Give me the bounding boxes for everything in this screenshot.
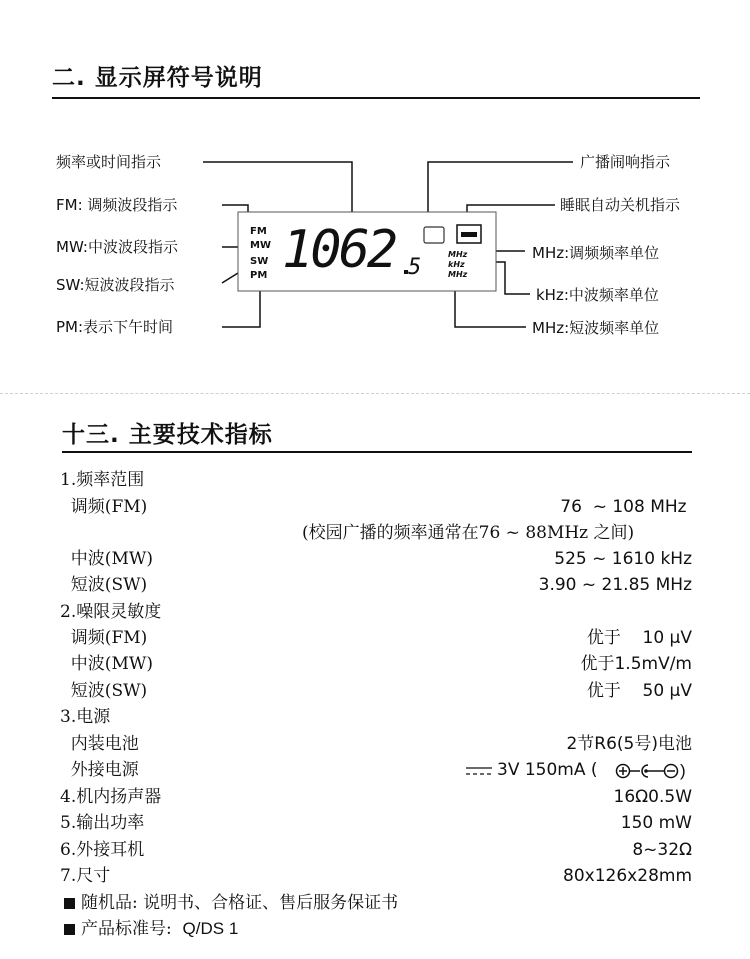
label-mw: MW:中波波段指示 <box>56 238 178 256</box>
lcd-unit-mhz2: MHz <box>448 270 468 279</box>
standard-value: Q/DS 1 <box>182 919 239 938</box>
bullet-square-icon <box>64 924 75 935</box>
spec-value: 16Ω0.5W <box>613 787 692 807</box>
spec-value: 8~32Ω <box>632 840 692 860</box>
spec-label: 1.频率范围 <box>60 470 145 490</box>
lcd-decimal: 5 <box>408 255 422 280</box>
spec-value: 80x126x28mm <box>563 866 692 886</box>
lcd-unit-khz: kHz <box>448 260 465 269</box>
accessories-line <box>64 893 398 913</box>
label-sw: SW:短波波段指示 <box>56 276 175 294</box>
spec-value: 76 ~ 108 MHz <box>560 497 692 517</box>
dc-symbol-icon <box>466 763 492 777</box>
spec-label: 短波(SW) <box>60 681 148 701</box>
spec-label: 内装电池 <box>60 734 139 754</box>
section-title-specs: 十三. 主要技术指标 <box>62 422 273 448</box>
svg-text:): ) <box>680 762 686 780</box>
label-unit-fm: MHz:调频频率单位 <box>532 244 660 262</box>
section-title-display: 二. 显示屏符号说明 <box>52 65 263 91</box>
spec-value: 2节R6(5号)电池 <box>566 734 692 754</box>
section-divider <box>0 393 750 394</box>
spec-label: 调频(FM) <box>60 497 148 517</box>
spec-value: 3V 150mA ( <box>497 760 598 780</box>
spec-label: 调频(FM) <box>60 628 148 648</box>
spec-note: (校园广播的频率通常在76 ~ 88MHz 之间) <box>302 523 635 543</box>
label-pm: PM:表示下午时间 <box>56 318 174 336</box>
label-fm: FM: 调频波段指示 <box>56 196 178 214</box>
label-freq-time: 频率或时间指示 <box>56 153 162 171</box>
lcd-mw: MW <box>250 240 271 251</box>
standard-line <box>64 919 238 939</box>
spec-label: 中波(MW) <box>60 654 153 674</box>
spec-label: 短波(SW) <box>60 575 148 595</box>
spec-label: 2.噪限灵敏度 <box>60 602 162 622</box>
polarity-icon <box>614 762 688 784</box>
label-alarm: 广播闹响指示 <box>580 153 671 171</box>
spec-label: 5.输出功率 <box>60 813 145 833</box>
label-unit-sw: MHz:短波频率单位 <box>532 319 660 337</box>
spec-label: 中波(MW) <box>60 549 153 569</box>
spec-value: 3.90 ~ 21.85 MHz <box>538 575 692 595</box>
lcd-fm: FM <box>250 226 267 237</box>
lcd-digits: 1062 <box>282 220 396 280</box>
lcd-decimal-point <box>404 270 408 274</box>
lcd-sw: SW <box>250 256 269 267</box>
lcd-diagram <box>0 120 750 350</box>
spec-label: 外接电源 <box>60 760 139 780</box>
spec-value: 优于 10 μV <box>586 628 692 648</box>
accessories-text: 随机品: 说明书、合格证、售后服务保证书 <box>81 893 399 913</box>
label-unit-mw: kHz:中波频率单位 <box>536 286 659 304</box>
spec-value: 优于1.5mV/m <box>580 654 692 674</box>
label-sleep: 睡眠自动关机指示 <box>560 196 681 214</box>
spec-value: 150 mW <box>620 813 692 833</box>
lcd-unit-mhz: MHz <box>448 250 468 259</box>
spec-label: 6.外接耳机 <box>60 840 145 860</box>
standard-label: 产品标准号: <box>81 919 172 939</box>
specs-rule <box>62 451 692 453</box>
title-rule <box>52 97 700 99</box>
spec-label: 4.机内扬声器 <box>60 787 162 807</box>
spec-value: 525 ~ 1610 kHz <box>554 549 692 569</box>
spec-value: 优于 50 μV <box>586 681 692 701</box>
lcd-pm: PM <box>250 270 268 281</box>
spec-label: 3.电源 <box>60 707 111 727</box>
spec-label: 7.尺寸 <box>60 866 111 886</box>
bullet-square-icon <box>64 898 75 909</box>
